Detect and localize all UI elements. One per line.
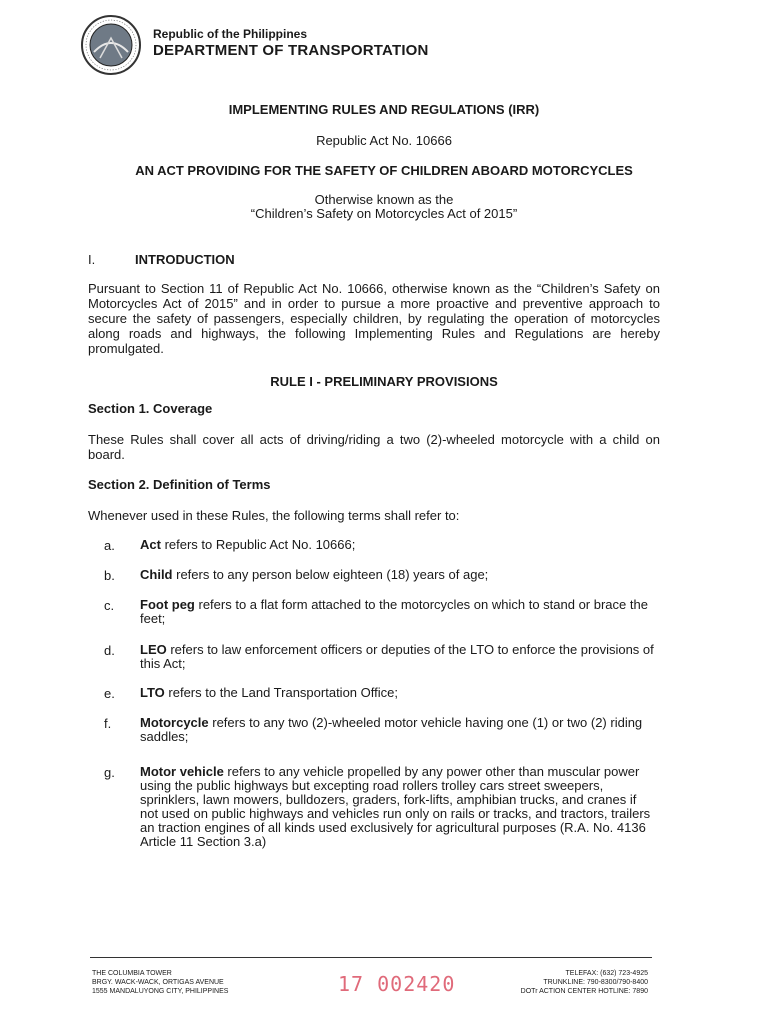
republic-act-number: Republic Act No. 10666 <box>316 133 452 148</box>
definition-letter: e. <box>104 686 115 701</box>
definition-term: Foot peg <box>140 597 195 612</box>
definition-text: refers to the Land Transportation Office; <box>164 685 398 700</box>
definition-term: LEO <box>140 642 167 657</box>
department-title: DEPARTMENT OF TRANSPORTATION <box>153 42 429 59</box>
section-2-heading: Section 2. Definition of Terms <box>88 477 271 492</box>
footer-contact-line: TELEFAX: (632) 723-4925 <box>565 970 648 977</box>
otherwise-known-label: Otherwise known as the <box>314 192 454 207</box>
definition-letter: g. <box>104 765 115 780</box>
introduction-number: I. <box>88 252 96 267</box>
definition-text: refers to Republic Act No. 10666; <box>160 537 356 552</box>
footer-contact <box>458 969 648 996</box>
definition-term: Motor vehicle <box>140 764 224 779</box>
definition-item <box>140 643 658 671</box>
definition-letter: d. <box>104 643 115 658</box>
footer-contact-line: TRUNKLINE: 790-8300/790-8400 <box>543 979 648 986</box>
definition-letter: f. <box>104 716 112 731</box>
definition-term: Motorcycle <box>140 715 209 730</box>
definition-item <box>140 716 658 744</box>
footer-address-line: BRGY. WACK-WACK, ORTIGAS AVENUE <box>92 979 224 986</box>
definition-term: LTO <box>140 685 165 700</box>
short-title: “Children’s Safety on Motorcycles Act of 2015” <box>250 206 518 221</box>
section-2-intro: Whenever used in these Rules, the following terms shall refer to: <box>88 508 460 523</box>
introduction-paragraph: Pursuant to Section 11 of Republic Act No. 10666, otherwise known as the “Children’s Safety on Motorcycles Act of 2015” and in order to pursue a more proactive and preventive approach to secure the safety of passengers, especially children, by regulating the operation of motorcycles along roads and highways, the following Implementing Rules and Regulations are hereby promulgated. <box>88 281 660 356</box>
definition-item <box>140 765 658 849</box>
document-number-stamp: 17 002420 <box>338 972 456 996</box>
act-title: AN ACT PROVIDING FOR THE SAFETY OF CHILDREN ABOARD MOTORCYCLES <box>135 163 633 178</box>
footer-divider <box>90 957 652 958</box>
section-1-text: These Rules shall cover all acts of driving/riding a two (2)-wheeled motorcycle with a child on board. <box>88 432 660 462</box>
footer-address-line: 1555 MANDALUYONG CITY, PHILIPPINES <box>92 988 229 995</box>
definition-text: refers to law enforcement officers or deputies of the LTO to enforce the provisions of this Act; <box>140 642 654 671</box>
definition-letter: c. <box>104 598 115 613</box>
definition-term: Act <box>140 537 161 552</box>
irr-title: IMPLEMENTING RULES AND REGULATIONS (IRR) <box>228 102 540 117</box>
footer-contact-line: DOTr ACTION CENTER HOTLINE: 7890 <box>520 988 648 995</box>
short-title-block <box>0 193 768 221</box>
definition-text: refers to any vehicle propelled by any power other than muscular power using the public highways but excepting road rollers trolley cars street sweepers, sprinklers, lawn mowers, bulldozers, graders, fork-lifts, amphibian trucks, and cranes if not used on public highways and vehicles run only on rails or tracks, and tractors, trailers an traction engines of all kinds used exclusively for agricultural purposes (R.A. No. 4136 Article 11 Section 3.a) <box>140 764 651 849</box>
dotr-seal-logo <box>80 14 142 76</box>
definition-text: refers to a flat form attached to the motorcycles on which to stand or brace the feet; <box>140 597 648 626</box>
definition-letter: b. <box>104 568 115 583</box>
definition-letter: a. <box>104 538 115 553</box>
definition-term: Child <box>140 567 173 582</box>
footer-address-line: THE COLUMBIA TOWER <box>92 970 172 977</box>
definition-item <box>140 686 658 700</box>
definition-text: refers to any two (2)-wheeled motor vehicle having one (1) or two (2) riding saddles; <box>140 715 643 744</box>
definition-text: refers to any person below eighteen (18) years of age; <box>172 567 489 582</box>
definition-item <box>140 538 658 552</box>
definition-item <box>140 598 658 626</box>
introduction-heading: INTRODUCTION <box>135 252 235 267</box>
footer-address <box>92 969 282 996</box>
republic-label: Republic of the Philippines <box>153 27 308 41</box>
section-1-heading: Section 1. Coverage <box>88 401 213 416</box>
rule-1-heading: RULE I - PRELIMINARY PROVISIONS <box>270 374 498 389</box>
definition-item <box>140 568 658 582</box>
